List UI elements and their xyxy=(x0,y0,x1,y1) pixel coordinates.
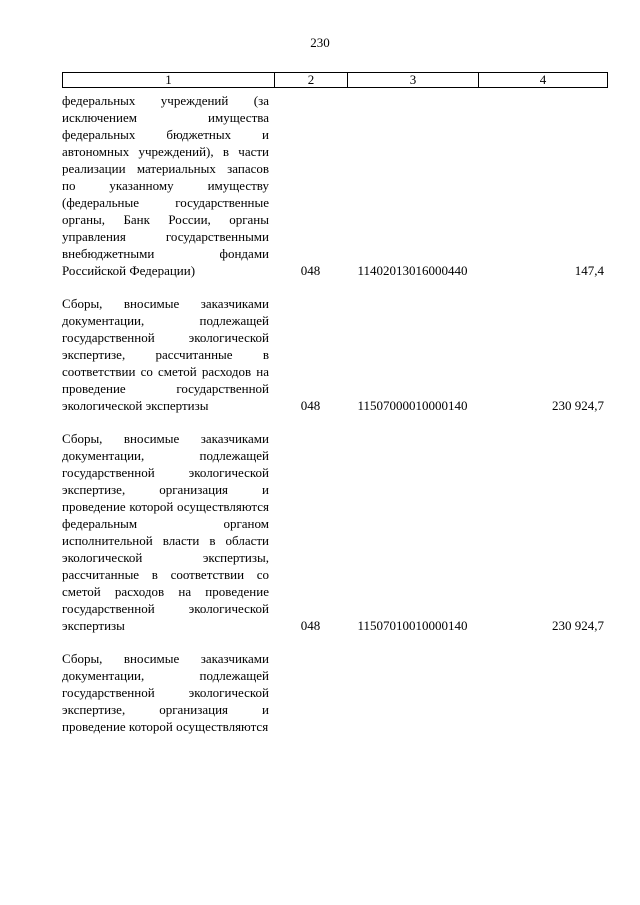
row-sum: 230 924,7 xyxy=(552,618,604,633)
page-number: 230 xyxy=(310,35,330,50)
row-description: Сборы, вносимые заказчиками документации, подлежащей государственной экологической экспертизе, организация и проведение которой осуществляются xyxy=(62,651,269,734)
header-col-3: 3 xyxy=(348,73,479,87)
table-body xyxy=(62,92,608,751)
row-kbk: 11507000010000140 xyxy=(357,398,468,413)
table-row xyxy=(62,295,608,414)
row-description: федеральных учреждений (за исключением имущества федеральных бюджетных и автономных учреждений), в части реализации материальных запасов по указанному имуществу (федеральные государственные органы, Банк России, органы управления государственными внебюджетными фондами Российской Федерации) xyxy=(62,93,269,278)
row-kbk: 11507010010000140 xyxy=(357,618,468,633)
row-code: 048 xyxy=(300,263,321,278)
table-row xyxy=(62,430,608,634)
row-description: Сборы, вносимые заказчиками документации, подлежащей государственной экологической экспертизе, рассчитанные в соответствии со сметой расходов на проведение государственной экологической экспертизы xyxy=(62,296,269,413)
header-col-4: 4 xyxy=(539,72,547,87)
row-code: 048 xyxy=(300,618,321,633)
table-header xyxy=(62,72,608,88)
header-col-1: 1 xyxy=(63,73,275,87)
table-row xyxy=(62,650,608,735)
row-code: 048 xyxy=(300,398,321,413)
header-col-2: 2 xyxy=(275,73,348,87)
row-kbk: 11402013016000440 xyxy=(357,263,468,278)
row-description: Сборы, вносимые заказчиками документации, подлежащей государственной экологической экспертизе, организация и проведение которой осуществляются федеральным органом исполнительной власти в области экологической экспертизы, рассчитанные в соответствии со сметой расходов на проведение государственной экологической экспертизы xyxy=(62,431,269,633)
row-sum: 147,4 xyxy=(574,263,604,278)
row-sum: 230 924,7 xyxy=(552,398,604,413)
table-row xyxy=(62,92,608,279)
